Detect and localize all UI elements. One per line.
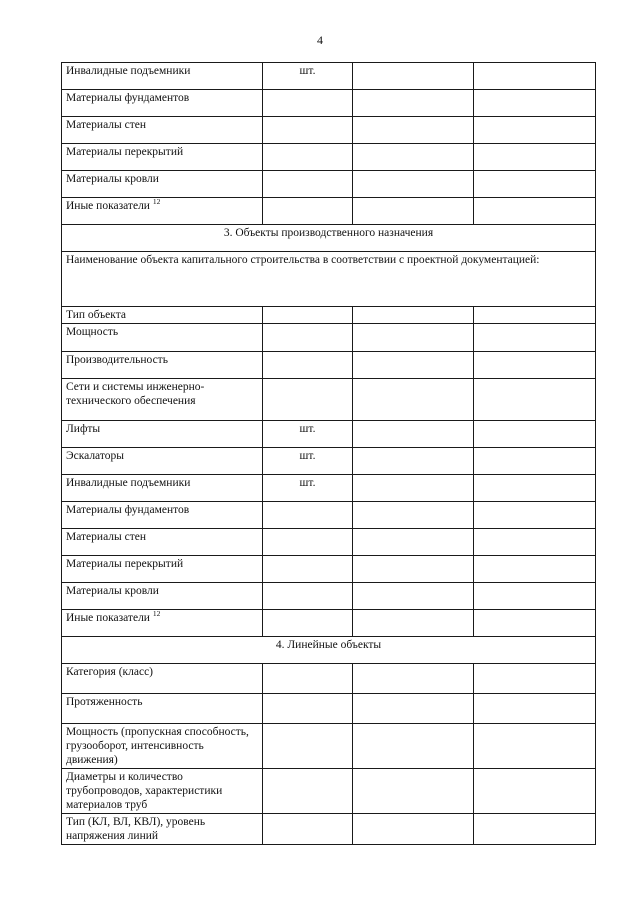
table-row (62, 171, 596, 198)
table-row (62, 664, 596, 694)
other-label: Иные показатели (66, 200, 150, 212)
row-unit: шт. (263, 421, 353, 448)
value-cell (353, 171, 474, 198)
value-cell (474, 583, 596, 610)
row-label: Материалы фундаментов (62, 502, 263, 529)
table-row (62, 814, 596, 845)
value-cell (353, 448, 474, 475)
row-unit (263, 769, 353, 814)
row-unit (263, 583, 353, 610)
row-label: Инвалидные подъемники (62, 63, 263, 90)
row-label: Материалы перекрытий (62, 556, 263, 583)
value-cell (474, 769, 596, 814)
value-cell (474, 117, 596, 144)
value-cell (474, 324, 596, 352)
table-row (62, 583, 596, 610)
row-label: Сети и системы инженерно-технического обеспечения (62, 379, 263, 421)
table-row (62, 610, 596, 637)
value-cell (474, 352, 596, 379)
value-cell (353, 352, 474, 379)
value-cell (353, 583, 474, 610)
value-cell (474, 724, 596, 769)
value-cell (353, 475, 474, 502)
table-row (62, 769, 596, 814)
table-row (62, 144, 596, 171)
row-label: Материалы кровли (62, 583, 263, 610)
value-cell (353, 117, 474, 144)
row-unit (263, 694, 353, 724)
page-number: 4 (317, 33, 323, 47)
section-header-row (62, 637, 596, 664)
value-cell (474, 171, 596, 198)
value-cell (474, 144, 596, 171)
table-row (62, 421, 596, 448)
value-cell (474, 90, 596, 117)
table-row (62, 352, 596, 379)
row-label-other (62, 198, 263, 225)
row-label: Лифты (62, 421, 263, 448)
row-unit: шт. (263, 63, 353, 90)
value-cell (353, 556, 474, 583)
row-unit (263, 198, 353, 225)
section-header-row (62, 225, 596, 252)
row-label: Мощность (пропускная способность, грузооборот, интенсивность движения) (62, 724, 263, 769)
row-unit (263, 90, 353, 117)
value-cell (474, 198, 596, 225)
row-label: Производительность (62, 352, 263, 379)
row-label: Мощность (62, 324, 263, 352)
row-unit (263, 610, 353, 637)
value-cell (353, 724, 474, 769)
row-unit (263, 352, 353, 379)
value-cell (474, 502, 596, 529)
row-unit (263, 814, 353, 845)
row-label: Диаметры и количество трубопроводов, характеристики материалов труб (62, 769, 263, 814)
value-cell (474, 307, 596, 324)
value-cell (353, 324, 474, 352)
row-label: Инвалидные подъемники (62, 475, 263, 502)
table-row (62, 117, 596, 144)
footnote-ref: 12 (152, 197, 161, 207)
value-cell (474, 694, 596, 724)
value-cell (474, 556, 596, 583)
row-unit (263, 144, 353, 171)
value-cell (474, 475, 596, 502)
row-unit (263, 324, 353, 352)
table-row (62, 556, 596, 583)
value-cell (474, 814, 596, 845)
table-row (62, 307, 596, 324)
row-unit (263, 379, 353, 421)
table-row (62, 63, 596, 90)
value-cell (353, 379, 474, 421)
row-label: Категория (класс) (62, 664, 263, 694)
row-unit (263, 664, 353, 694)
row-unit (263, 502, 353, 529)
section-4-title: 4. Линейные объекты (62, 637, 596, 664)
value-cell (474, 421, 596, 448)
row-label: Материалы фундаментов (62, 90, 263, 117)
value-cell (474, 379, 596, 421)
table-row (62, 475, 596, 502)
value-cell (474, 63, 596, 90)
row-label: Материалы кровли (62, 171, 263, 198)
row-label: Протяженность (62, 694, 263, 724)
row-label: Материалы перекрытий (62, 144, 263, 171)
row-label: Тип (КЛ, ВЛ, КВЛ), уровень напряжения линий (62, 814, 263, 845)
row-unit (263, 556, 353, 583)
row-label: Тип объекта (62, 307, 263, 324)
table-row (62, 324, 596, 352)
value-cell (353, 694, 474, 724)
value-cell (353, 63, 474, 90)
table-row (62, 90, 596, 117)
indicators-table (61, 62, 596, 845)
value-cell (353, 610, 474, 637)
row-unit (263, 171, 353, 198)
row-label: Материалы стен (62, 529, 263, 556)
row-unit (263, 529, 353, 556)
value-cell (353, 814, 474, 845)
value-cell (474, 529, 596, 556)
value-cell (353, 664, 474, 694)
table-row (62, 529, 596, 556)
value-cell (474, 664, 596, 694)
row-unit: шт. (263, 448, 353, 475)
value-cell (353, 307, 474, 324)
table-row (62, 694, 596, 724)
table-row (62, 448, 596, 475)
value-cell (353, 198, 474, 225)
other-label: Иные показатели (66, 612, 150, 624)
table-row (62, 724, 596, 769)
value-cell (353, 502, 474, 529)
value-cell (353, 529, 474, 556)
object-name-label: Наименование объекта капитального строительства в соответствии с проектной документацией: (62, 252, 596, 307)
value-cell (474, 610, 596, 637)
table-row (62, 379, 596, 421)
row-unit (263, 724, 353, 769)
table-row (62, 198, 596, 225)
row-label: Эскалаторы (62, 448, 263, 475)
table-row (62, 502, 596, 529)
row-unit: шт. (263, 475, 353, 502)
row-label: Материалы стен (62, 117, 263, 144)
section-3-title: 3. Объекты производственного назначения (62, 225, 596, 252)
row-unit (263, 307, 353, 324)
footnote-ref: 12 (152, 609, 161, 619)
value-cell (353, 769, 474, 814)
value-cell (474, 448, 596, 475)
value-cell (353, 144, 474, 171)
value-cell (353, 421, 474, 448)
table-row (62, 252, 596, 307)
row-unit (263, 117, 353, 144)
row-label-other (62, 610, 263, 637)
value-cell (353, 90, 474, 117)
